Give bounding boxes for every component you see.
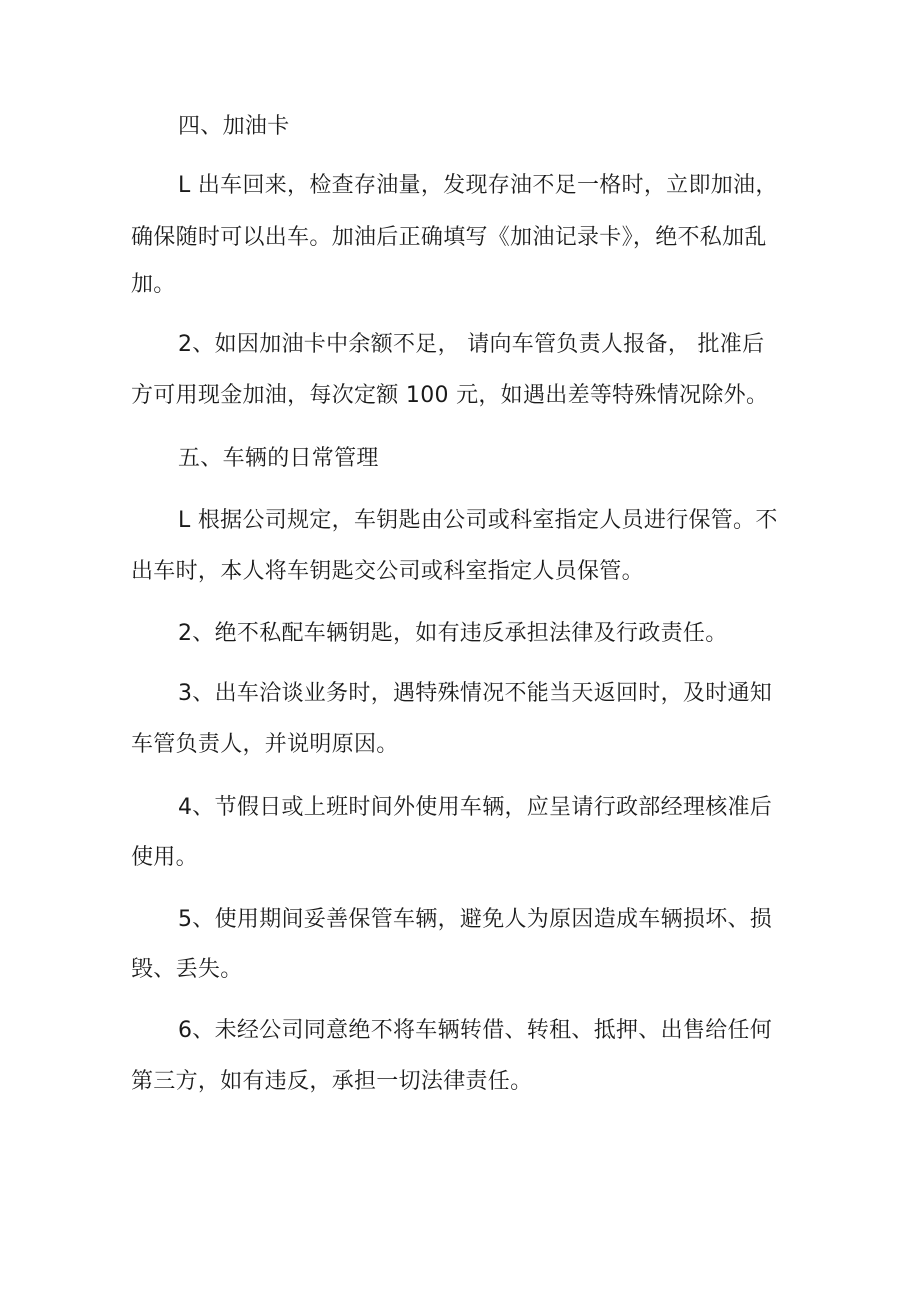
section-heading-daily-management: 五、车辆的日常管理 <box>178 446 379 471</box>
paragraph-line: 4、节假日或上班时间外使用车辆，应呈请行政部经理核准后 <box>178 795 773 820</box>
section-heading-fuel-card: 四、加油卡 <box>178 114 290 139</box>
paragraph-line: L 根据公司规定，车钥匙由公司或科室指定人员进行保管。不 <box>178 508 778 533</box>
paragraph-line: 使用。 <box>131 845 198 870</box>
paragraph-line: 毁、丢失。 <box>131 957 243 982</box>
paragraph-line: 2、如因加油卡中余额不足， 请向车管负责人报备， 批准后 <box>178 332 765 357</box>
paragraph-line: 车管负责人，并说明原因。 <box>131 732 399 757</box>
paragraph-line: 确保随时可以出车。加油后正确填写《加油记录卡》，绝不私加乱 <box>131 225 767 250</box>
paragraph-line: L 出车回来，检查存油量，发现存油不足一格时，立即加油， <box>178 173 778 198</box>
paragraph-line: 2、绝不私配车辆钥匙，如有违反承担法律及行政责任。 <box>178 621 728 646</box>
paragraph-line: 5、使用期间妥善保管车辆，避免人为原因造成车辆损坏、损 <box>178 907 773 932</box>
paragraph-line: 6、未经公司同意绝不将车辆转借、转租、抵押、出售给任何 <box>178 1018 773 1043</box>
paragraph-line: 第三方，如有违反，承担一切法律责任。 <box>131 1069 533 1094</box>
paragraph-line: 3、出车洽谈业务时，遇特殊情况不能当天返回时，及时通知 <box>178 681 773 706</box>
paragraph-line: 出车时，本人将车钥匙交公司或科室指定人员保管。 <box>131 559 644 584</box>
paragraph-line: 方可用现金加油，每次定额 100 元，如遇出差等特殊情况除外。 <box>131 383 769 408</box>
paragraph-line: 加。 <box>131 272 176 297</box>
